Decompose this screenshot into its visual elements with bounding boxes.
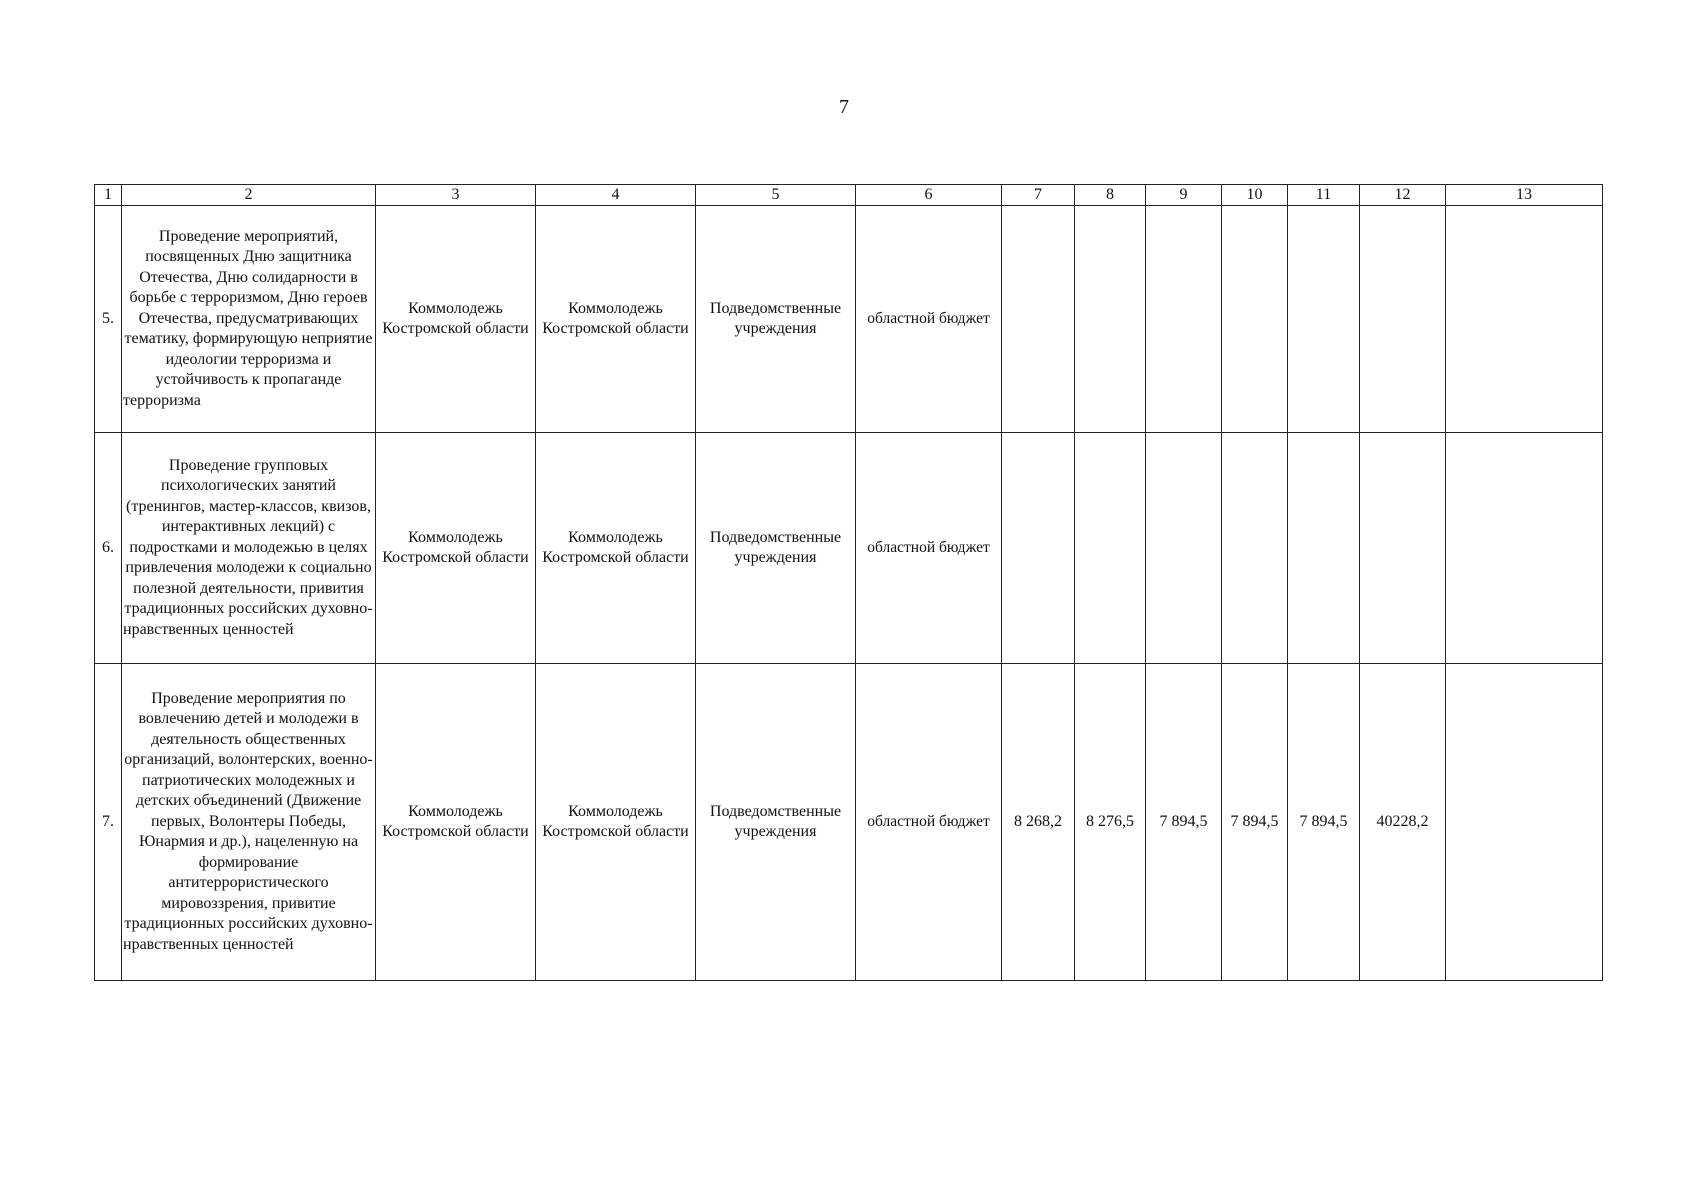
header-cell: 5 [696,185,856,206]
table-row [95,433,1603,664]
page-number: 7 [839,96,849,118]
table-row [95,664,1603,981]
cell-col4: Коммолодежь Костромской области [536,206,696,433]
header-cell: 13 [1446,185,1603,206]
cell-col3: Коммолодежь Костромской области [376,206,536,433]
cell-col7 [1002,433,1075,664]
row-number: 6. [95,433,122,664]
header-cell: 11 [1288,185,1360,206]
header-cell: 4 [536,185,696,206]
header-cell: 6 [856,185,1002,206]
cell-col3: Коммолодежь Костромской области [376,664,536,981]
cell-col6: областной бюджет [856,664,1002,981]
header-cell: 2 [122,185,376,206]
cell-col4: Коммолодежь Костромской области [536,433,696,664]
cell-col3: Коммолодежь Костромской области [376,433,536,664]
cell-col10: 7 894,5 [1222,664,1288,981]
cell-col13 [1446,206,1603,433]
cell-col5: Подведомственные учреждения [696,206,856,433]
cell-col5: Подведомственные учреждения [696,664,856,981]
cell-col7: 8 268,2 [1002,664,1075,981]
cell-col6: областной бюджет [856,433,1002,664]
cell-col8 [1075,206,1146,433]
cell-col12 [1360,206,1446,433]
cell-col9 [1146,206,1222,433]
cell-col13 [1446,433,1603,664]
cell-col9 [1146,433,1222,664]
header-cell: 12 [1360,185,1446,206]
cell-col10 [1222,433,1288,664]
cell-col10 [1222,206,1288,433]
header-cell: 7 [1002,185,1075,206]
cell-col13 [1446,664,1603,981]
cell-col12: 40228,2 [1360,664,1446,981]
cell-col7 [1002,206,1075,433]
header-cell: 9 [1146,185,1222,206]
header-cell: 3 [376,185,536,206]
header-cell: 1 [95,185,122,206]
cell-col6: областной бюджет [856,206,1002,433]
cell-col9: 7 894,5 [1146,664,1222,981]
cell-col12 [1360,433,1446,664]
cell-col11 [1288,433,1360,664]
cell-col4: Коммолодежь Костромской области [536,664,696,981]
cell-col11: 7 894,5 [1288,664,1360,981]
row-number: 5. [95,206,122,433]
cell-col8 [1075,433,1146,664]
header-cell: 10 [1222,185,1288,206]
row-number: 7. [95,664,122,981]
activity-description: Проведение мероприятий, посвященных Дню защитника Отечества, Дню солидарности в борьбе с терроризмом, Дню героев Отечества, предусматривающих тематику, формирующую неприятие идеологии терроризма и устойчивость к пропаганде терроризма [122,206,376,433]
header-row [95,185,1603,206]
table-row [95,206,1603,433]
activity-description: Проведение мероприятия по вовлечению детей и молодежи в деятельность общественных организаций, волонтерских, военно-патриотических молодежных и детских объединений (Движение первых, Волонтеры Победы, Юнармия и др.), нацеленную на формирование антитеррористического мировоззрения, привитие традиционных российских духовно-нравственных ценностей [122,664,376,981]
cell-col11 [1288,206,1360,433]
plan-table [94,184,1603,981]
cell-col5: Подведомственные учреждения [696,433,856,664]
header-cell: 8 [1075,185,1146,206]
activity-description: Проведение групповых психологических занятий (тренингов, мастер-классов, квизов, интерактивных лекций) с подростками и молодежью в целях привлечения молодежи к социально полезной деятельности, привития традиционных российских духовно-нравственных ценностей [122,433,376,664]
cell-col8: 8 276,5 [1075,664,1146,981]
